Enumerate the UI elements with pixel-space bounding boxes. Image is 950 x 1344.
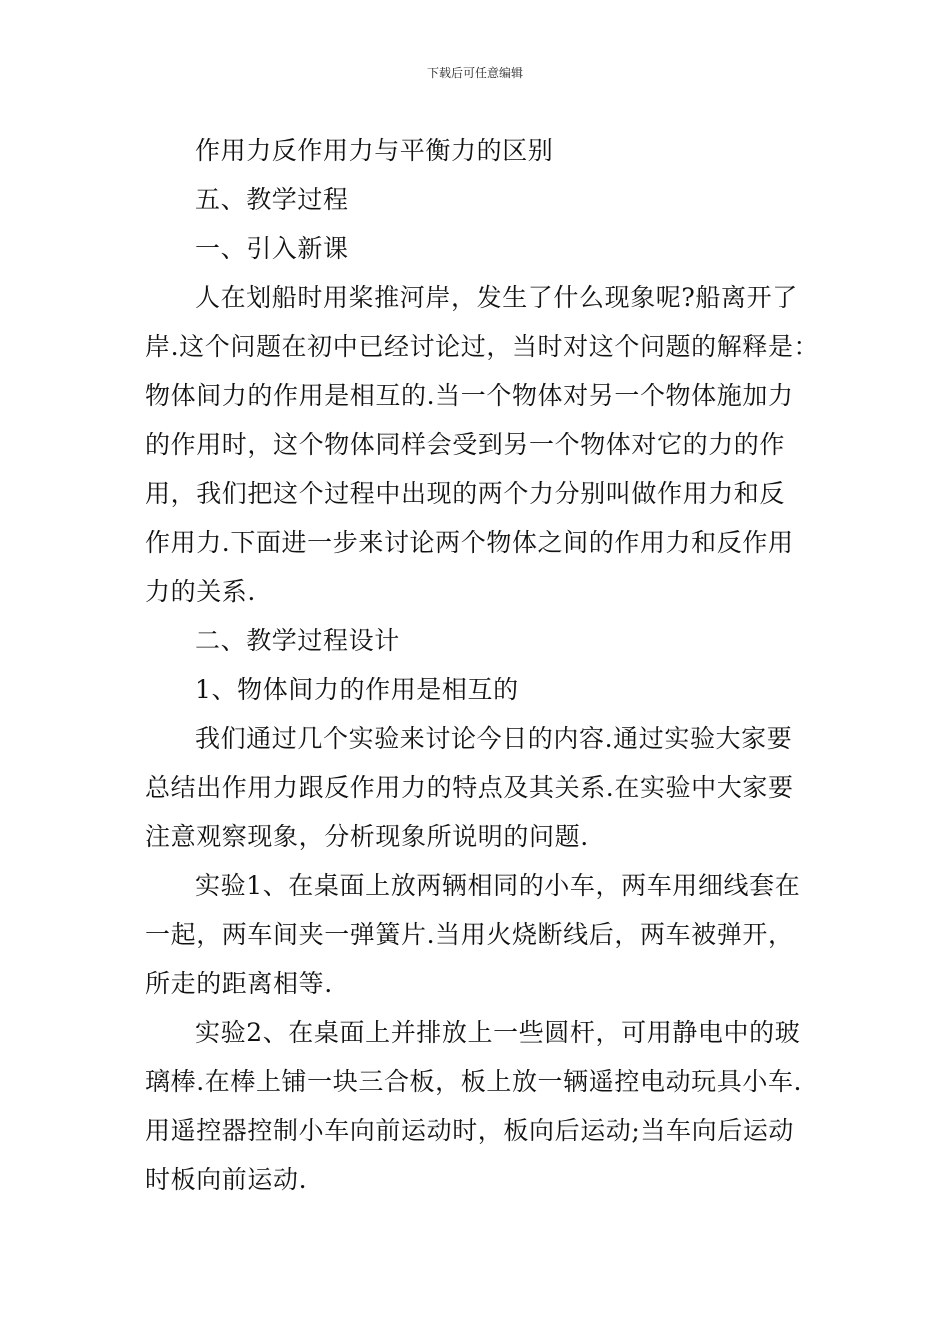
paragraph-line: 总结出作用力跟反作用力的特点及其关系.在实验中大家要 bbox=[145, 773, 794, 802]
paragraph-line: 物体间力的作用是相互的.当一个物体对另一个物体施加力 bbox=[145, 381, 794, 410]
page-header-watermark: 下载后可任意编辑 bbox=[426, 66, 523, 80]
heading-introduction: 一、引入新课 bbox=[195, 234, 349, 263]
heading-subsection-one: 1、物体间力的作用是相互的 bbox=[195, 675, 519, 704]
paragraph-line: 我们通过几个实验来讨论今日的内容.通过实验大家要 bbox=[195, 724, 793, 753]
heading-section-five: 五、教学过程 bbox=[195, 185, 349, 214]
heading-process-design: 二、教学过程设计 bbox=[195, 626, 400, 655]
experiment-one-line: 实验1、在桌面上放两辆相同的小车，两车用细线套在 bbox=[195, 871, 801, 900]
document-body bbox=[145, 126, 820, 1204]
paragraph-line: 的作用时，这个物体同样会受到另一个物体对它的力的作 bbox=[145, 430, 786, 459]
experiment-two-line: 实验2、在桌面上并排放上一些圆杆，可用静电中的玻 bbox=[195, 1018, 801, 1047]
experiment-one-line: 一起，两车间夹一弹簧片.当用火烧断线后，两车被弹开， bbox=[145, 920, 794, 949]
paragraph-line: 岸.这个问题在初中已经讨论过，当时对这个问题的解释是： bbox=[145, 332, 820, 361]
experiment-one-line: 所走的距离相等. bbox=[145, 969, 333, 998]
paragraph-line: 人在划船时用桨推河岸，发生了什么现象呢?船离开了 bbox=[195, 283, 798, 312]
paragraph-line: 用，我们把这个过程中出现的两个力分别叫做作用力和反 bbox=[145, 479, 786, 508]
paragraph-line: 注意观察现象，分析现象所说明的问题. bbox=[145, 822, 589, 851]
paragraph-line: 作用力.下面进一步来讨论两个物体之间的作用力和反作用 bbox=[145, 528, 794, 557]
experiment-two-line: 璃棒.在棒上铺一块三合板，板上放一辆遥控电动玩具小车. bbox=[145, 1067, 803, 1096]
experiment-two-line: 时板向前运动. bbox=[145, 1165, 308, 1194]
heading-force-distinction: 作用力反作用力与平衡力的区别 bbox=[195, 136, 554, 165]
experiment-two-line: 用遥控器控制小车向前运动时，板向后运动;当车向后运动 bbox=[145, 1116, 795, 1145]
paragraph-line: 力的关系. bbox=[145, 577, 256, 606]
